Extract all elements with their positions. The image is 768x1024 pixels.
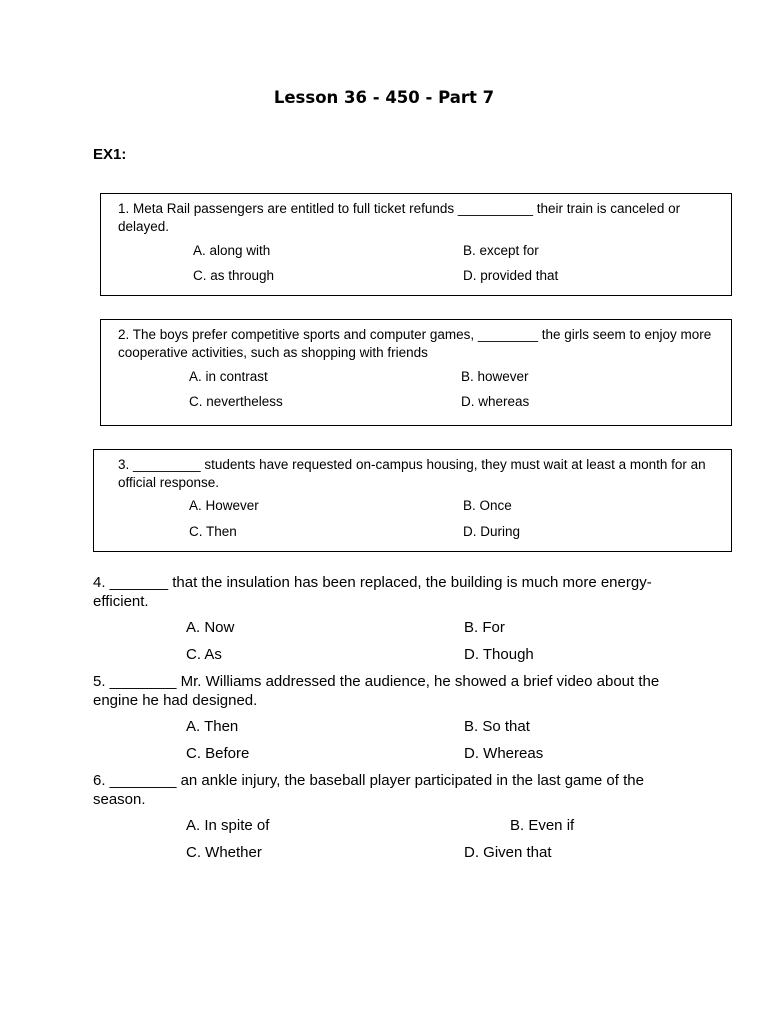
section-label: EX1:: [93, 146, 127, 163]
question-5-text: 5. ________ Mr. Williams addressed the audience, he showed a brief video about the engine he had designed.: [93, 673, 660, 709]
question-3-option-d[interactable]: D. During: [463, 524, 521, 539]
question-3-option-c[interactable]: C. Then: [189, 524, 237, 539]
question-1-option-c[interactable]: C. as through: [193, 268, 275, 283]
question-1-option-a[interactable]: A. along with: [193, 243, 271, 258]
question-4-text: 4. _______ that the insulation has been replaced, the building is much more energy-efficient.: [93, 574, 652, 610]
question-4-option-a[interactable]: A. Now: [186, 619, 235, 636]
question-2-option-c[interactable]: C. nevertheless: [189, 394, 283, 409]
question-2-option-b[interactable]: B. however: [461, 369, 529, 384]
question-6-text: 6. ________ an ankle injury, the baseball player participated in the last game of the season.: [93, 772, 644, 808]
question-1-option-d[interactable]: D. provided that: [463, 268, 559, 283]
question-5-option-c[interactable]: C. Before: [186, 745, 250, 762]
question-4-option-c[interactable]: C. As: [186, 646, 222, 663]
question-5-option-b[interactable]: B. So that: [464, 718, 530, 735]
question-4-option-b[interactable]: B. For: [464, 619, 505, 636]
question-6-option-d[interactable]: D. Given that: [464, 844, 552, 861]
question-6-option-b[interactable]: B. Even if: [510, 817, 575, 834]
question-6-option-c[interactable]: C. Whether: [186, 844, 262, 861]
question-3-text: 3. _________ students have requested on-campus housing, they must wait at least a month for an official response.: [118, 457, 706, 490]
question-1-text: 1. Meta Rail passengers are entitled to full ticket refunds __________ their train is canceled or delayed.: [118, 201, 681, 234]
question-6-option-a[interactable]: A. In spite of: [186, 817, 270, 834]
page-title: Lesson 36 - 450 - Part 7: [273, 88, 495, 107]
question-5-option-d[interactable]: D. Whereas: [464, 745, 544, 762]
question-4-option-d[interactable]: D. Though: [464, 646, 534, 663]
question-3-option-a[interactable]: A. However: [189, 498, 259, 513]
question-3-option-b[interactable]: B. Once: [463, 498, 512, 513]
question-2-option-a[interactable]: A. in contrast: [189, 369, 268, 384]
question-2-text: 2. The boys prefer competitive sports and computer games, ________ the girls seem to enjoy more cooperative activities, such as shopping with friends: [118, 327, 712, 360]
question-2-option-d[interactable]: D. whereas: [461, 394, 530, 409]
question-1-option-b[interactable]: B. except for: [463, 243, 539, 258]
question-5-option-a[interactable]: A. Then: [186, 718, 239, 735]
